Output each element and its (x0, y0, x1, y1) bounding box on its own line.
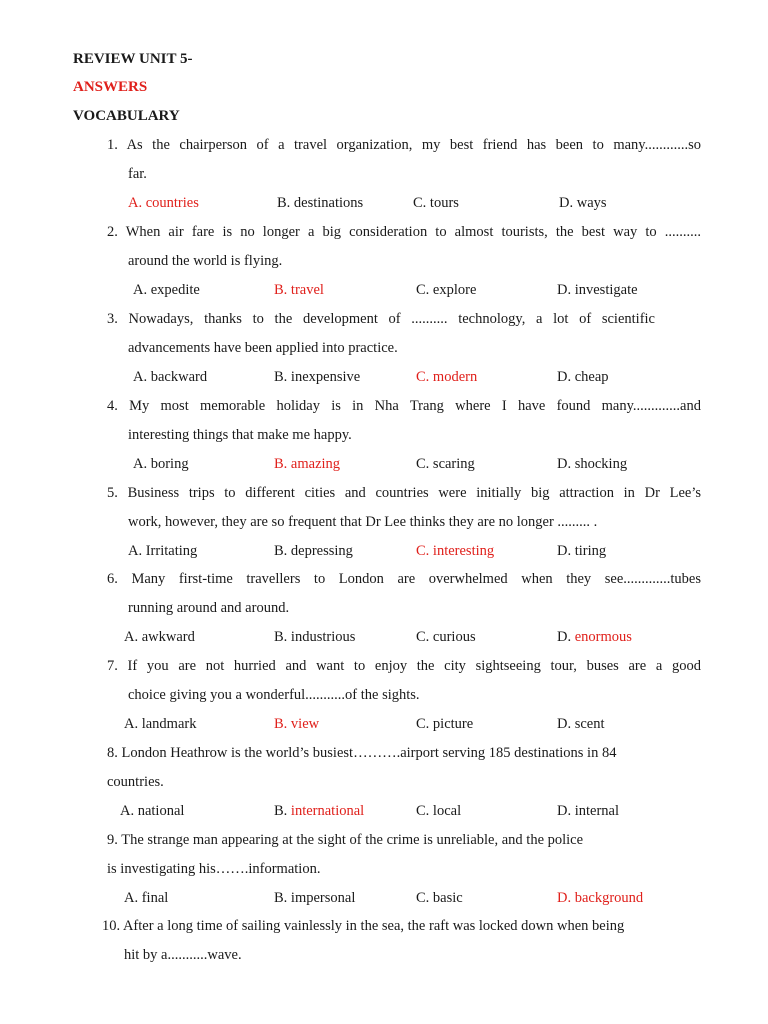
question-9-option-c: C. basic (416, 890, 463, 906)
question-7-option-a: A. landmark (124, 716, 197, 732)
question-2-option-b: B. travel (274, 282, 324, 298)
question-4-option-b: B. amazing (274, 456, 341, 472)
question-8-option-c: C. local (416, 803, 462, 819)
question-8-option-a: A. national (120, 803, 185, 819)
question-9-option-b: B. impersonal (274, 890, 356, 906)
question-9-option-d: D. background (557, 890, 644, 906)
question-5-line-1: 5. Business trips to different cities and countries were initially big attraction in Dr Lee’s (107, 485, 701, 501)
question-9-option-a: A. final (124, 890, 169, 906)
question-9-line-2: is investigating his…….information. (107, 861, 321, 877)
question-8-option-d: D. internal (557, 803, 620, 819)
question-8-line-2: countries. (107, 774, 164, 790)
answers-heading: ANSWERS (73, 79, 148, 95)
question-5-option-c: C. interesting (416, 543, 495, 559)
question-7-option-d: D. scent (557, 716, 605, 732)
question-4-option-a: A. boring (133, 456, 189, 472)
question-8-line-1: 8. London Heathrow is the world’s busiest……….airport serving 185 destinations in 84 (107, 745, 617, 761)
question-6-line-1: 6. Many first-time travellers to London are overwhelmed when they see.............tubes (107, 571, 701, 587)
question-1-option-c: C. tours (413, 195, 459, 211)
question-6-line-2: running around and around. (128, 600, 290, 616)
question-8-option-b: B. international (274, 803, 365, 819)
question-4-option-c: C. scaring (416, 456, 475, 472)
question-2-option-a: A. expedite (133, 282, 200, 298)
question-3-option-a: A. backward (133, 369, 208, 385)
question-1-option-a: A. countries (128, 195, 199, 211)
question-7-option-c: C. picture (416, 716, 474, 732)
question-4-option-d: D. shocking (557, 456, 628, 472)
question-4-line-2: interesting things that make me happy. (128, 427, 352, 443)
question-3-line-1: 3. Nowadays, thanks to the development of .......... technology, a lot of scientific (107, 311, 655, 327)
question-5-option-a: A. Irritating (128, 543, 198, 559)
question-7-line-2: choice giving you a wonderful...........of the sights. (128, 687, 420, 703)
question-2-option-d: D. investigate (557, 282, 638, 298)
question-2-option-c: C. explore (416, 282, 477, 298)
question-6-option-d: D. enormous (557, 629, 632, 645)
document-title: REVIEW UNIT 5- (73, 51, 193, 67)
question-6-option-c: C. curious (416, 629, 476, 645)
question-10-line-2: hit by a...........wave. (124, 947, 242, 963)
question-2-line-1: 2. When air fare is no longer a big consideration to almost tourists, the best way to .......... (107, 224, 701, 240)
question-3-option-d: D. cheap (557, 369, 609, 385)
question-5-option-d: D. tiring (557, 543, 607, 559)
question-1-option-d: D. ways (559, 195, 607, 211)
question-6-answer: enormous (574, 629, 632, 645)
question-9-line-1: 9. The strange man appearing at the sight of the crime is unreliable, and the police (107, 832, 584, 848)
question-2-line-2: around the world is flying. (128, 253, 283, 269)
question-7-line-1: 7. If you are not hurried and want to enjoy the city sightseeing tour, buses are a good (107, 658, 701, 674)
question-7-option-b: B. view (274, 716, 320, 732)
question-1-line-1: 1. As the chairperson of a travel organization, my best friend has been to many............so (107, 137, 701, 153)
question-6-option-b: B. industrious (274, 629, 356, 645)
section-heading: VOCABULARY (73, 108, 180, 124)
question-1-line-2: far. (128, 166, 147, 182)
question-5-option-b: B. depressing (274, 543, 353, 559)
question-6-option-a: A. awkward (124, 629, 195, 645)
question-10-line-1: 10. After a long time of sailing vainlessly in the sea, the raft was locked down when being (102, 918, 625, 934)
question-3-line-2: advancements have been applied into practice. (128, 340, 398, 356)
question-5-line-2: work, however, they are so frequent that Dr Lee thinks they are no longer ......... . (128, 514, 598, 530)
question-1-option-b: B. destinations (277, 195, 364, 211)
question-4-line-1: 4. My most memorable holiday is in Nha Trang where I have found many.............and (107, 398, 701, 414)
question-3-option-b: B. inexpensive (274, 369, 361, 385)
question-8-answer: international (290, 803, 365, 819)
question-3-option-c: C. modern (416, 369, 478, 385)
